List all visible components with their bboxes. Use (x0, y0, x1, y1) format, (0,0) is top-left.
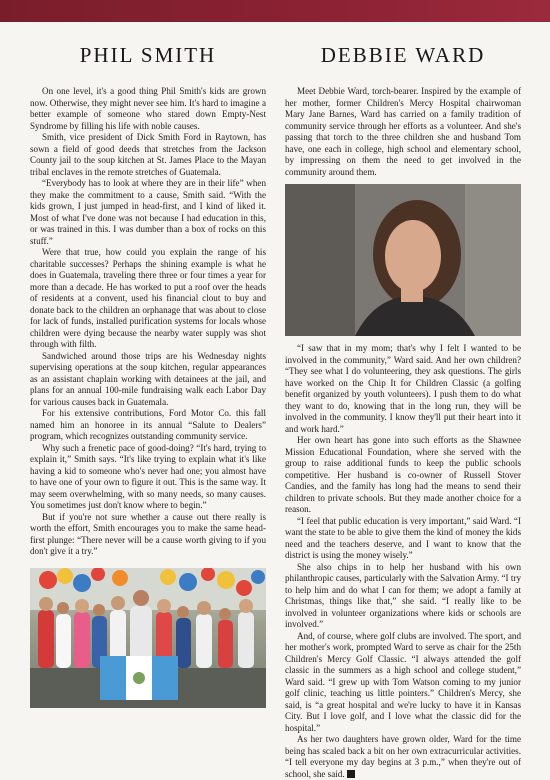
paragraph: Sandwiched around those trips are his Wednesday nights supervising operations at the soup kitchen, regular appearances as an assistant chaplain working with detainees at the jail, and plans for an annual 100-mile fundraising walk each Labor Day for various causes back in Guatemala. (30, 350, 266, 407)
section-heading-phil-smith: PHIL SMITH (79, 43, 217, 67)
header-band (0, 0, 550, 22)
paragraph: But if you're not sure whether a cause out there really is worth the effort, Smith encourages you to make the same head-first plunge: “There never will be a cause worth giving to if you don't give it a try.” (30, 511, 266, 556)
paragraph: Why such a frenetic pace of good-doing? “It's hard, trying to explain it,” Smith says. “It's like trying to explain what it's like having a kid to someone who's never had one; you almost have to have one of your own to figure it out. This is the same way. It may seem overwhelming, with so many needs, so many causes. You sometimes just don't know where to begin.” (30, 442, 266, 510)
paragraph: “I feel that public education is very important,” said Ward. “I want the state to be able to give them the kind of money the kids need and the teachers deserve, and I want to know that the district is using the money wisely.” (285, 515, 521, 560)
paragraph: For his extensive contributions, Ford Motor Co. this fall named him an honoree in its annual “Salute to Dealers” program, which recognizes outstanding community service. (30, 408, 266, 441)
paragraph: Smith, vice president of Dick Smith Ford in Raytown, has sown a field of good deeds that stretches from the Jackson County jail to the soup kitchen at St. James Place to the Mayan tribal enclaves in the remote stretches of Guatemala. (30, 132, 266, 177)
walk-photo-illustration (30, 568, 266, 708)
final-paragraph (285, 734, 521, 780)
debbie-ward-article (285, 343, 521, 780)
paragraph: “Everybody has to look at where they are in their life” when they make the commitment to a cause, Smith said. “With the kids grown, I just jumped in head-first, and I kind of liked it. Most of what I've done was not because I had education in this, or was trained in this. I was dumber than a box of rocks on this stuff.” (30, 178, 266, 246)
final-paragraph-text: As her two daughters have grown older, Ward for the time being has scaled back a bit on her own extracurricular activities. “I tell everyone my day begins at 3 p.m.,” when they're out of school, she said. (285, 734, 521, 779)
paragraph: And, of course, where golf clubs are involved. The sport, and her mother's work, prompted Ward to serve as chair for the 25th Children's Mercy Golf Classic. “I always attended the golf classic in the summers as a high school and college student,” Ward said. “I grew up with Tom Watson coming to my junior golf clinic, teaching us little pointers.” Children's Mercy, she said, is “a great hospital and we're lucky to have it in Kansas City. But I love golf, and I love what the classic did for the hospital.” (285, 630, 521, 733)
end-of-story-mark (347, 770, 355, 778)
paragraph: She also chips in to help her husband with his own philanthropic causes, particularly with the Salvation Army. “I try to help him and do what I can for them; we adopt a family at Christmas, things like that,” she said. “I really like to be involved in volunteer organizations where kids or schools are involved.” (285, 561, 521, 629)
paragraph: Meet Debbie Ward, torch-bearer. Inspired by the example of her mother, former Children's Mercy Hospital chairwoman Mary Jane Barnes, Ward has carried on a family tradition of community service through her efforts as a volunteer. And she's passing that torch to the three children she and husband Tom have, one each in college, high school and elementary school, by impressing on them the need to get involved in the community around them. (285, 86, 521, 177)
paragraph: Were that true, how could you explain the range of his charitable successes? Perhaps the shining example is what he does in Guatemala, traveling there three or four times a year for more than a decade. He has worked to put a roof over the heads of residents at a convent, used his financial clout to buy and donate back to the children an orphanage that was about to close for lack of funds, installed purification systems for locals whose children were dying because the nearby water supply was shot through with filth. (30, 247, 266, 349)
phil-smith-walk-photo (30, 568, 266, 708)
debbie-ward-column (285, 30, 521, 780)
paragraph: Her own heart has gone into such efforts as the Shawnee Mission Educational Foundation, where she served with the group to raise additional funds to keep the public schools competitive. Her husband is co-owner of Russell Stover Candies, and the family has long had the means to send their children to private schools. But they made another choice for a reason. (285, 435, 521, 514)
phil-smith-column (30, 30, 266, 558)
debbie-ward-intro (285, 86, 521, 178)
portrait-illustration (285, 184, 521, 336)
paragraph: “I saw that in my mom; that's why I felt I wanted to be involved in the community,” Ward said. And her own children? “They see what I do volunteering, they ask questions. The girls have worked on the Chip It for Children Classic (a golfing benefit organized by youth volunteers). I push them to do what they want to do, knowing that in the long run, they will be involved in the community. I know they'll put their heart into it and work hard.” (285, 343, 521, 434)
phil-smith-article (30, 86, 266, 558)
section-heading-debbie-ward: DEBBIE WARD (320, 43, 486, 67)
paragraph: On one level, it's a good thing Phil Smith's kids are grown now. Otherwise, they might never see him. It's hard to imagine a better example of someone who stared down Empty-Nest Syndrome by filling his life with noble causes. (30, 86, 266, 131)
debbie-ward-portrait (285, 184, 521, 336)
